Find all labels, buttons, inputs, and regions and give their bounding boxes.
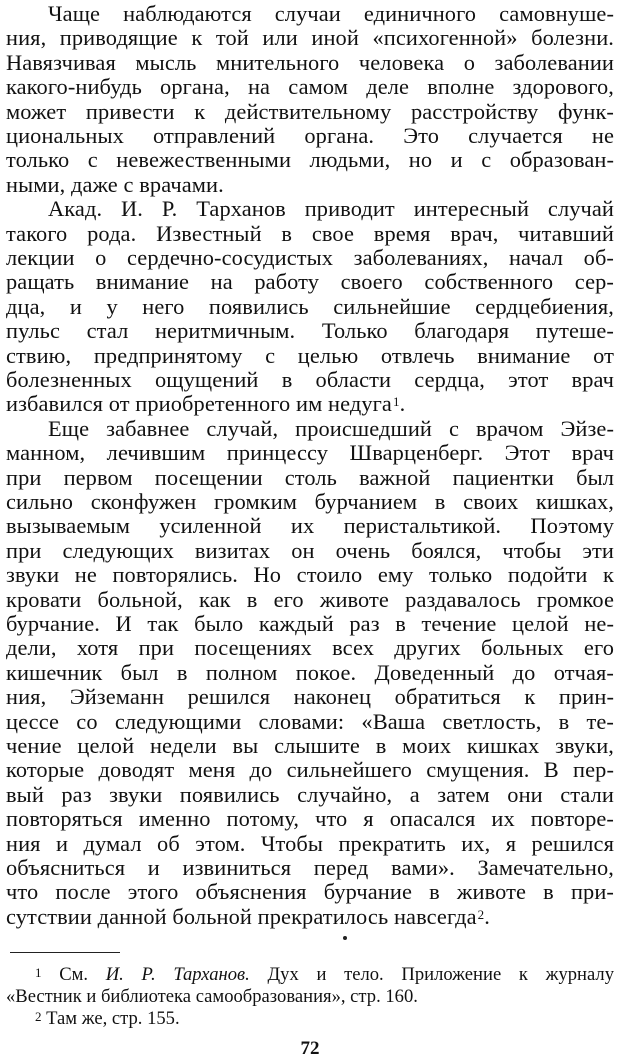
paragraph-line: бурчание. И так было каждый раз в течение целой не- xyxy=(6,611,614,636)
paragraph-line: какого-нибудь органа, на самом деле вполне здорового, xyxy=(6,74,614,100)
paragraph-line: ния и думал об этом. Чтобы прекратить их, я решился xyxy=(6,830,614,856)
footnote-mark: 2 xyxy=(35,1009,42,1024)
paragraph-line: которые доводят меня до сильнейшего смущения. В пер- xyxy=(6,757,614,783)
footnote-text: Там же, стр. 155. xyxy=(46,1008,180,1029)
paragraph-line: сильно сконфужен громким бурчанием в своих кишках, xyxy=(6,489,614,514)
footnote-2 xyxy=(34,1008,620,1030)
paragraph-line: пульс стал неритмичным. Только благодаря путеше- xyxy=(6,318,614,344)
paragraph-line: при следующих визитах он очень боялся, чтобы эти xyxy=(6,537,614,563)
footnote-1-continuation: «Вестник и библиотека самообразования», стр. 160. xyxy=(6,986,418,1007)
ink-dot xyxy=(343,936,347,940)
paragraph-line: может привести к действительному расстройству функ- xyxy=(6,98,614,124)
paragraph-line: объясниться и извиниться перед вами». Замечательно, xyxy=(6,855,614,880)
paragraph-line: Навязчивая мысль мнительного человека о заболевании xyxy=(6,49,614,75)
paragraph-line: повторяться именно потому, что я опасался их повторе- xyxy=(6,806,614,832)
paragraph-line: лекции о сердечно-сосудистых заболеваниях, начал об- xyxy=(6,245,614,270)
paragraph-line: Еще забавнее случай, происшедший с врачом Эйзе- xyxy=(48,415,614,441)
paragraph-line: ращать внимание на работу своего собственного сер- xyxy=(6,269,614,295)
paragraph-line: кровати больной, как в его животе раздавалось громкое xyxy=(6,586,614,612)
paragraph-line: дели, хотя при посещениях всех других больных его xyxy=(6,635,614,661)
page-number: 72 xyxy=(300,1038,320,1059)
paragraph-line: ными, даже с врачами. xyxy=(6,171,224,197)
paragraph-line: циональных отправлений органа. Это случается не xyxy=(6,123,614,148)
paragraph-line-text: сутствии данной больной прекратилось навсегда xyxy=(6,903,477,929)
footnote-text: Дух и тело. Приложение к журналу xyxy=(267,964,614,985)
footnote-1 xyxy=(34,964,614,986)
footnote-mark: 1 xyxy=(35,965,42,980)
paragraph-line: кишечник был в полном покое. Доведенный до отчая- xyxy=(6,659,614,685)
paragraph-line: болезненных ощущений в области сердца, этот врач xyxy=(6,367,614,392)
paragraph-line: ния, Эйземанн решился наконец обратиться к прин- xyxy=(6,684,614,710)
footnote-reference-2: 2 xyxy=(477,906,485,922)
paragraph-line: что после этого объяснения бурчание в животе в при- xyxy=(6,879,614,905)
paragraph-line: Чаще наблюдаются случаи единичного самовнуше- xyxy=(48,1,614,26)
paragraph-line: звуки не повторялись. Но стоило ему только подойти к xyxy=(6,562,614,588)
footnote-prefix: См. xyxy=(59,964,89,985)
footnote-rule xyxy=(10,952,120,953)
paragraph-line: вый раз звуки появились случайно, а затем они стали xyxy=(6,781,614,807)
paragraph-line: ствию, предпринятому с целью отвлечь внимание от xyxy=(6,342,614,368)
paragraph-line: вызываемым усиленной их перистальтикой. Поэтому xyxy=(6,513,614,539)
paragraph-line: цессе со следующими словами: «Ваша светлость, в те- xyxy=(6,708,614,734)
footnote-author: И. Р. Тарханов. xyxy=(105,964,250,985)
paragraph-line: чение целой недели вы слышите в моих кишках звуки, xyxy=(6,733,614,758)
paragraph-line: только с невежественными людьми, но и с образован- xyxy=(6,147,614,173)
paragraph-line: избавился от приобретенного им недуга$^1$. xyxy=(6,391,406,417)
footnote-reference-1: 1 xyxy=(392,394,400,410)
paragraph-line: дца, и у него появились сильнейшие сердцебиения, xyxy=(6,293,614,319)
paragraph-line: Акад. И. Р. Тарханов приводит интересный случай xyxy=(48,196,614,222)
paragraph-line: при первом посещении столь важной пациентки был xyxy=(6,464,614,490)
paragraph-line: манном, лечившим принцессу Шварценберг. Этот врач xyxy=(6,440,614,466)
paragraph-line: такого рода. Известный в свое время врач, читавший xyxy=(6,220,614,246)
paragraph-line-text: избавился от приобретенного им недуга xyxy=(6,391,392,417)
paragraph-line: сутствии данной больной прекратилось навсегда$^2$. xyxy=(6,903,490,929)
paragraph-line: ния, приводящие к той или иной «психогенной» болезни. xyxy=(6,25,614,51)
